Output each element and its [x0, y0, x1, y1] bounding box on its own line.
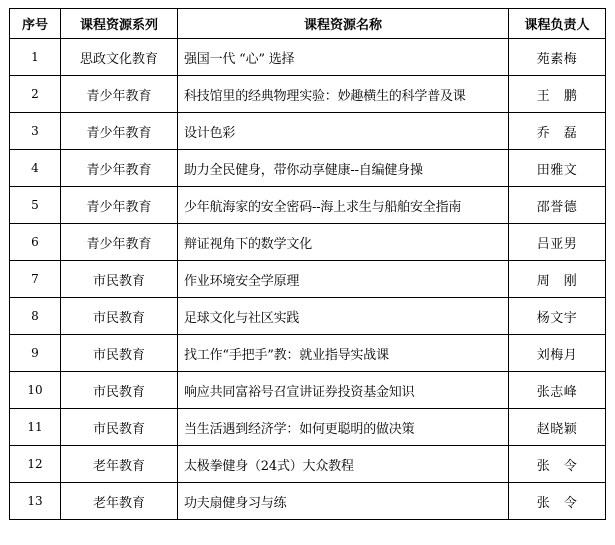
cell-course-name: 找工作“手把手”教：就业指导实战课: [178, 335, 509, 372]
cell-course-series: 青少年教育: [61, 113, 178, 150]
cell-serial-number: 1: [10, 39, 61, 76]
cell-course-name: 助力全民健身，带你动享健康--自编健身操: [178, 150, 509, 187]
table-header: [10, 9, 606, 39]
cell-course-owner: 张 令: [509, 483, 606, 520]
table-row: [10, 187, 606, 224]
cell-course-name: 少年航海家的安全密码--海上求生与船舶安全指南: [178, 187, 509, 224]
cell-course-name: 太极拳健身（24式）大众教程: [178, 446, 509, 483]
cell-course-series: 老年教育: [61, 446, 178, 483]
cell-course-owner: 张 令: [509, 446, 606, 483]
cell-serial-number: 9: [10, 335, 61, 372]
cell-serial-number: 10: [10, 372, 61, 409]
cell-serial-number: 8: [10, 298, 61, 335]
cell-course-series: 市民教育: [61, 298, 178, 335]
cell-course-series: 市民教育: [61, 409, 178, 446]
cell-course-series: 市民教育: [61, 372, 178, 409]
cell-course-name: 辩证视角下的数学文化: [178, 224, 509, 261]
cell-course-series: 思政文化教育: [61, 39, 178, 76]
cell-serial-number: 13: [10, 483, 61, 520]
cell-serial-number: 7: [10, 261, 61, 298]
cell-course-owner: 赵晓颖: [509, 409, 606, 446]
cell-course-name: 科技馆里的经典物理实验：妙趣横生的科学普及课: [178, 76, 509, 113]
header-serial-number: 序号: [10, 9, 61, 39]
table-row: [10, 39, 606, 76]
header-course-name: 课程资源名称: [178, 9, 509, 39]
cell-course-owner: 苑素梅: [509, 39, 606, 76]
cell-serial-number: 11: [10, 409, 61, 446]
cell-course-series: 青少年教育: [61, 150, 178, 187]
cell-course-owner: 乔 磊: [509, 113, 606, 150]
cell-course-name: 足球文化与社区实践: [178, 298, 509, 335]
cell-course-series: 青少年教育: [61, 187, 178, 224]
cell-course-owner: 刘梅月: [509, 335, 606, 372]
cell-course-name: 设计色彩: [178, 113, 509, 150]
cell-serial-number: 12: [10, 446, 61, 483]
cell-serial-number: 3: [10, 113, 61, 150]
table-row: [10, 372, 606, 409]
header-course-series: 课程资源系列: [61, 9, 178, 39]
cell-course-owner: 田雅文: [509, 150, 606, 187]
cell-serial-number: 5: [10, 187, 61, 224]
table-row: [10, 224, 606, 261]
cell-course-series: 市民教育: [61, 335, 178, 372]
table-row: [10, 150, 606, 187]
cell-course-owner: 吕亚男: [509, 224, 606, 261]
cell-serial-number: 4: [10, 150, 61, 187]
cell-course-series: 老年教育: [61, 483, 178, 520]
cell-course-series: 青少年教育: [61, 224, 178, 261]
header-course-owner: 课程负责人: [509, 9, 606, 39]
cell-serial-number: 6: [10, 224, 61, 261]
cell-course-name: 当生活遇到经济学：如何更聪明的做决策: [178, 409, 509, 446]
table-row: [10, 298, 606, 335]
cell-course-series: 青少年教育: [61, 76, 178, 113]
header-row: [10, 9, 606, 39]
cell-course-owner: 张志峰: [509, 372, 606, 409]
table-body: [10, 39, 606, 520]
course-resource-table: [9, 8, 606, 520]
cell-course-name: 功夫扇健身习与练: [178, 483, 509, 520]
cell-serial-number: 2: [10, 76, 61, 113]
cell-course-owner: 周 刚: [509, 261, 606, 298]
cell-course-name: 强国一代 “心” 选择: [178, 39, 509, 76]
cell-course-owner: 王 鹏: [509, 76, 606, 113]
table-row: [10, 261, 606, 298]
cell-course-series: 市民教育: [61, 261, 178, 298]
cell-course-name: 作业环境安全学原理: [178, 261, 509, 298]
table-row: [10, 446, 606, 483]
cell-course-owner: 杨文宇: [509, 298, 606, 335]
table-row: [10, 113, 606, 150]
table-row: [10, 76, 606, 113]
cell-course-owner: 邵誉德: [509, 187, 606, 224]
table-row: [10, 409, 606, 446]
table-row: [10, 483, 606, 520]
cell-course-name: 响应共同富裕号召宣讲证券投资基金知识: [178, 372, 509, 409]
table-row: [10, 335, 606, 372]
